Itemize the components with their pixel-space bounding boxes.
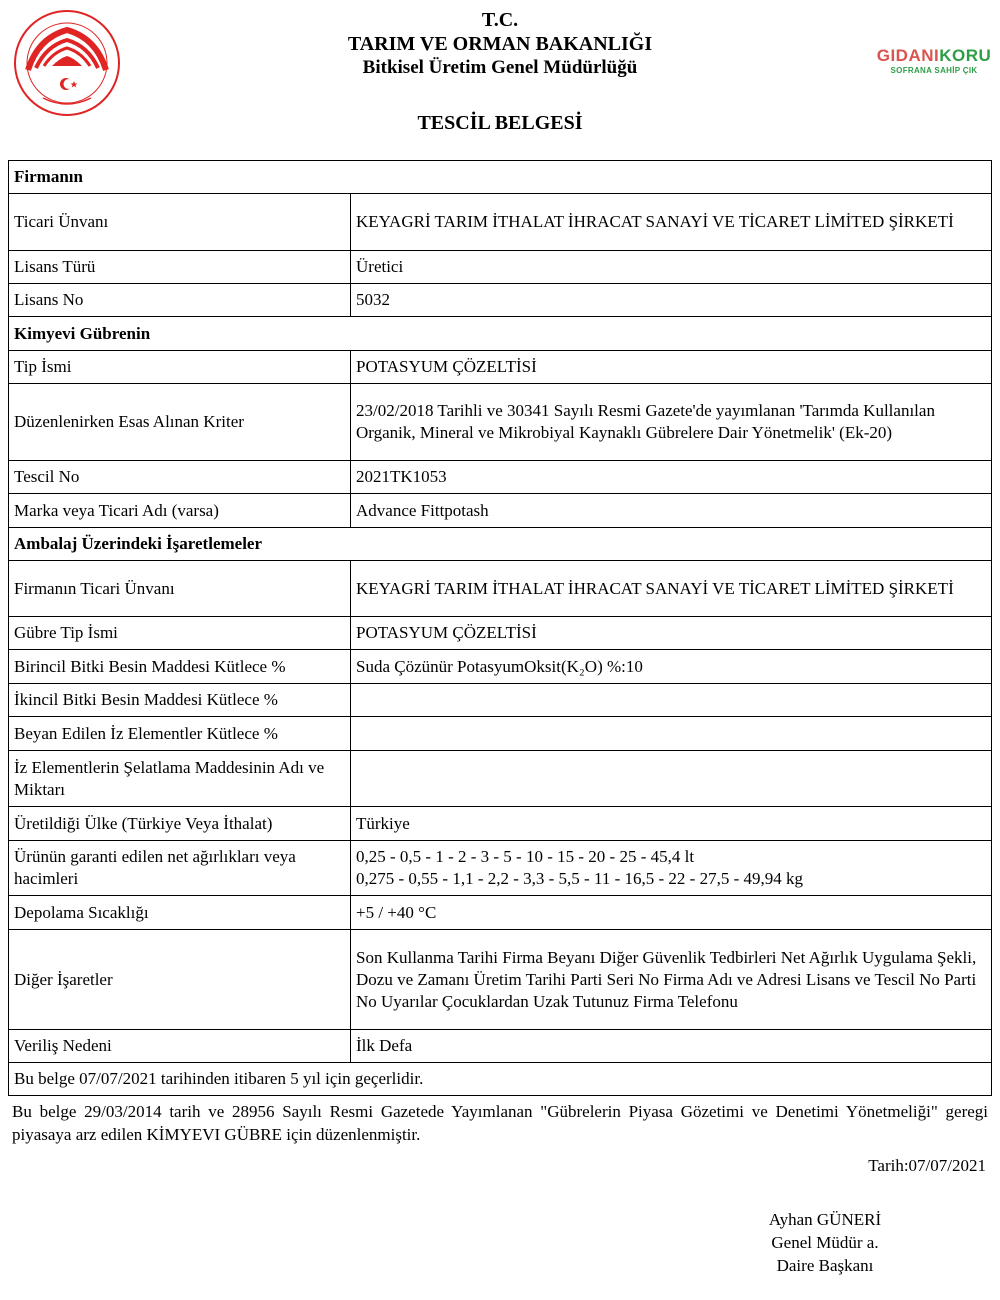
row-label: Birincil Bitki Besin Maddesi Kütlece %: [9, 650, 351, 684]
issue-date: Tarih:07/07/2021: [868, 1156, 986, 1175]
row-value: KEYAGRİ TARIM İTHALAT İHRACAT SANAYİ VE TİCARET LİMİTED ŞİRKETİ: [351, 561, 992, 617]
row-value: 23/02/2018 Tarihli ve 30341 Sayılı Resmi Gazete'de yayımlanan 'Tarımda Kullanılan Organik, Mineral ve Mikrobiyal Kaynaklı Gübrelere Dair Yönetmelik' (Ek-20): [351, 384, 992, 461]
row-label: Lisans No: [9, 284, 351, 317]
registration-table: [8, 160, 992, 1096]
row-value: Son Kullanma Tarihi Firma Beyanı Diğer Güvenlik Tedbirleri Net Ağırlık Uygulama Şekli, Dozu ve Zamanı Üretim Tarihi Parti Seri No Firma Adı ve Adresi Lisans ve Tescil No Parti No Uyarılar Çocuklardan Uzak Tutunuz Firma Telefonu: [351, 930, 992, 1030]
row-label: Depolama Sıcaklığı: [9, 896, 351, 930]
validity-note: Bu belge 07/07/2021 tarihinden itibaren 5 yıl için geçerlidir.: [9, 1063, 992, 1096]
row-value: POTASYUM ÇÖZELTİSİ: [351, 617, 992, 650]
row-value: [351, 751, 992, 807]
row-label: İkincil Bitki Besin Maddesi Kütlece %: [9, 684, 351, 717]
row-value: [351, 684, 992, 717]
row-value: Suda Çözünür PotasyumOksit(K₂O) %:10: [351, 650, 992, 684]
row-value: Türkiye: [351, 807, 992, 841]
regulation-note: Bu belge 29/03/2014 tarih ve 28956 Sayılı Resmi Gazetede Yayımlanan "Gübrelerin Piyasa Gözetimi ve Denetimi Yönetmeliği" geregi piyasaya arz edilen KİMYEVI GÜBRE için düzenlenmiştir.: [12, 1102, 988, 1144]
row-label: Ticari Ünvanı: [9, 194, 351, 251]
section-firm: Firmanın: [9, 161, 992, 194]
row-value: KEYAGRİ TARIM İTHALAT İHRACAT SANAYİ VE TİCARET LİMİTED ŞİRKETİ: [351, 194, 992, 251]
weights-kilograms: 0,275 - 0,55 - 1,1 - 2,2 - 3,3 - 5,5 - 11 - 16,5 - 22 - 27,5 - 49,94 kg: [356, 869, 803, 888]
row-label: Tescil No: [9, 461, 351, 494]
gidani-koru-logo: [872, 46, 996, 80]
row-value: İlk Defa: [351, 1030, 992, 1063]
row-value: 5032: [351, 284, 992, 317]
row-label: Marka veya Ticari Adı (varsa): [9, 494, 351, 528]
row-value: +5 / +40 °C: [351, 896, 992, 930]
ministry-seal-logo: [8, 8, 126, 118]
row-label: Gübre Tip İsmi: [9, 617, 351, 650]
row-value: POTASYUM ÇÖZELTİSİ: [351, 351, 992, 384]
weights-liters: 0,25 - 0,5 - 1 - 2 - 3 - 5 - 10 - 15 - 20 - 25 - 45,4 lt: [356, 847, 695, 866]
signer-name: Ayhan GÜNERİ: [768, 1210, 882, 1229]
signer-department: Daire Başkanı: [776, 1256, 874, 1275]
row-value: [351, 841, 992, 896]
row-label: Tip İsmi: [9, 351, 351, 384]
signer-title: Genel Müdür a.: [771, 1233, 879, 1252]
row-value: [351, 717, 992, 751]
header-ministry: TARIM VE ORMAN BAKANLIĞI: [347, 33, 653, 55]
section-fertilizer: Kimyevi Gübrenin: [9, 317, 992, 351]
row-label: Lisans Türü: [9, 251, 351, 284]
row-value: Üretici: [351, 251, 992, 284]
row-label: Düzenlenirken Esas Alınan Kriter: [9, 384, 351, 461]
document-title: TESCİL BELGESİ: [417, 112, 583, 134]
header-tc: T.C.: [481, 9, 519, 31]
ministry-seal-icon: [8, 8, 126, 118]
row-value: 2021TK1053: [351, 461, 992, 494]
row-value: Advance Fittpotash: [351, 494, 992, 528]
row-label: Firmanın Ticari Ünvanı: [9, 561, 351, 617]
signature-block: [740, 1208, 910, 1277]
row-label: Ürünün garanti edilen net ağırlıkları veya hacimleri: [9, 841, 351, 896]
brand-tagline: SOFRANA SAHİP ÇIK: [890, 66, 978, 75]
document-header: [200, 8, 800, 80]
row-label: Beyan Edilen İz Elementler Kütlece %: [9, 717, 351, 751]
row-label: Üretildiği Ülke (Türkiye Veya İthalat): [9, 807, 351, 841]
brand-name: GIDANIKORU: [876, 46, 992, 65]
header-directorate: Bitkisel Üretim Genel Müdürlüğü: [362, 57, 638, 78]
row-label: Diğer İşaretler: [9, 930, 351, 1030]
row-label: Veriliş Nedeni: [9, 1030, 351, 1063]
row-label: İz Elementlerin Şelatlama Maddesinin Adı ve Miktarı: [9, 751, 351, 807]
section-packaging: Ambalaj Üzerindeki İşaretlemeler: [9, 528, 992, 561]
